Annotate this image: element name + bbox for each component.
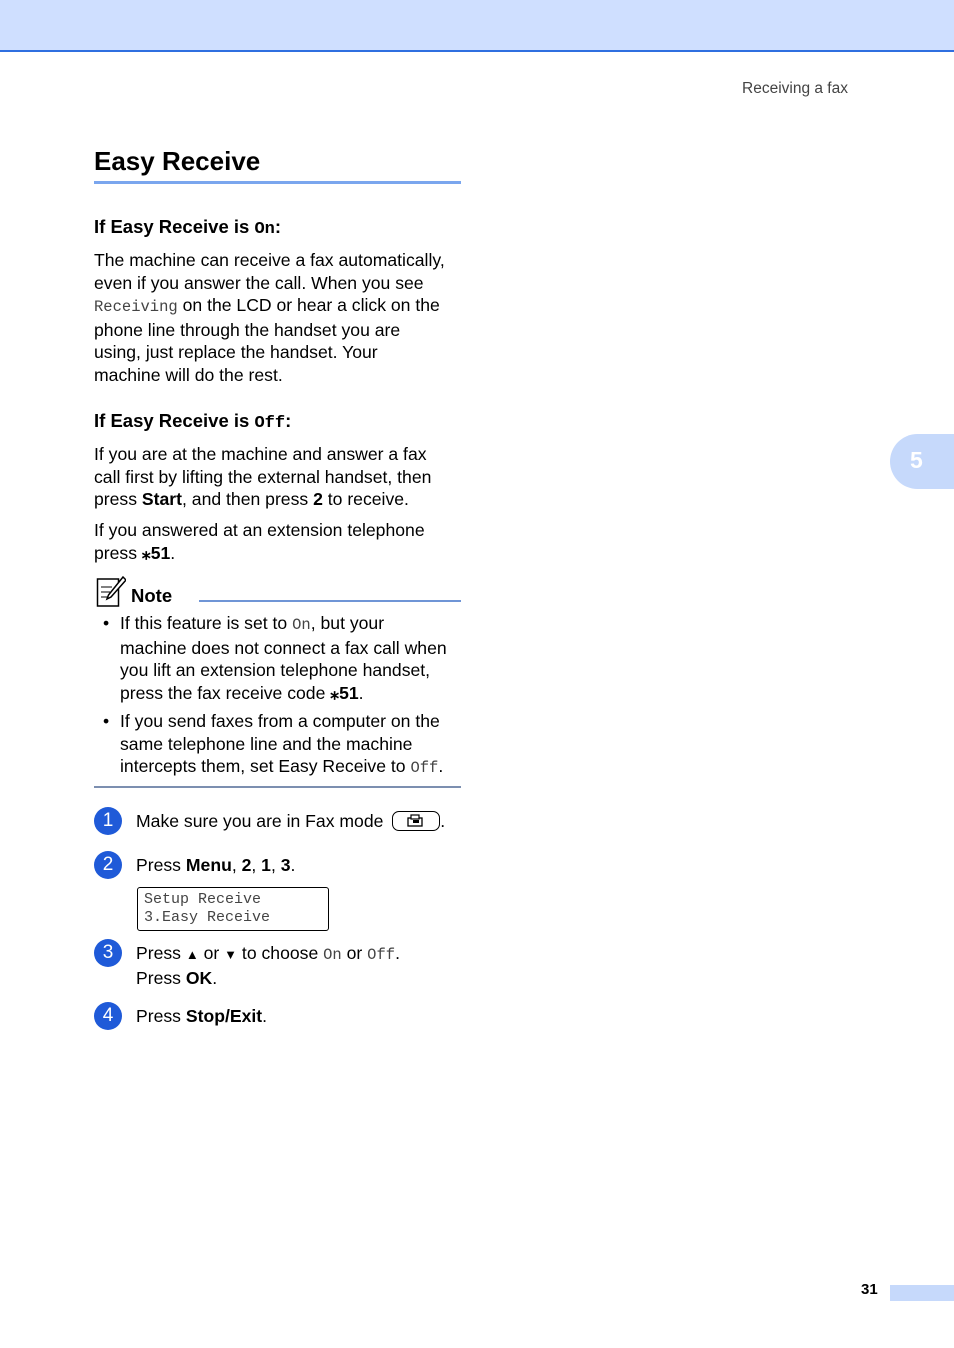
- text-line: .: [262, 1006, 268, 1026]
- text-line: .: [290, 855, 296, 875]
- heading-text: If Easy Receive is: [94, 410, 255, 431]
- down-arrow-icon: ▼: [224, 947, 238, 962]
- text-line: .: [358, 682, 364, 703]
- text-line: Make sure you are in Fax mode: [136, 811, 384, 831]
- text-line: machine will do the rest.: [94, 364, 283, 385]
- text-line: Press: [136, 967, 186, 988]
- text-line: press: [94, 542, 142, 563]
- text-line: If this feature is set to: [120, 613, 293, 633]
- setting-code: On: [323, 946, 342, 964]
- note-label: Note: [131, 585, 173, 606]
- setting-code: On: [292, 616, 311, 634]
- page-number-bar: [890, 1285, 954, 1301]
- receive-code: ⁎51: [330, 682, 359, 703]
- text-line: ,: [251, 855, 262, 875]
- ok-key: OK: [185, 967, 213, 988]
- step-text: [136, 854, 295, 877]
- step-number: 2: [94, 851, 122, 879]
- text-line: .: [212, 967, 218, 988]
- text-line: or: [341, 943, 368, 963]
- fax-mode-icon: [392, 811, 440, 831]
- text-line: ,: [270, 855, 281, 875]
- key-1: 1: [261, 855, 271, 875]
- step-number: 3: [94, 939, 122, 967]
- paragraph-off-1: [94, 443, 462, 511]
- header-band: [0, 0, 954, 52]
- lcd-line-2: 3.Easy Receive: [144, 909, 271, 926]
- setting-code: Off: [410, 759, 439, 777]
- text-line: intercepts them, set Easy Receive to: [120, 756, 411, 776]
- text-line: If you send faxes from a computer on the: [120, 711, 440, 731]
- text-line: , and then press: [182, 489, 314, 509]
- note-bullet-2: [103, 710, 462, 780]
- text-line: If you answered at an extension telephone: [94, 520, 425, 540]
- text-line: on the LCD or hear a click on the: [177, 295, 440, 315]
- heading-easy-receive-off: [94, 410, 291, 435]
- text-line: Press: [136, 943, 186, 963]
- text-line: .: [438, 756, 444, 776]
- heading-code: Off: [254, 414, 286, 433]
- text-line: call first by lifting the external handset, then: [94, 466, 432, 487]
- text-line: to receive.: [322, 489, 409, 509]
- start-key: Start: [141, 489, 183, 509]
- heading-text: If Easy Receive is: [94, 216, 255, 237]
- note-end-rule: [94, 786, 461, 788]
- bullet-dot: •: [103, 711, 110, 731]
- paragraph-off-2: [94, 519, 462, 564]
- key-2: 2: [241, 855, 252, 875]
- key-2: 2: [313, 489, 323, 509]
- text-line: The machine can receive a fax automatically,: [94, 250, 445, 270]
- page-number: 31: [861, 1281, 878, 1298]
- heading-code: On: [254, 220, 275, 239]
- key-3: 3: [280, 855, 291, 875]
- bullet-dot: •: [103, 613, 110, 633]
- stop-exit-key: Stop/Exit: [185, 1006, 263, 1026]
- text-line: If you are at the machine and answer a fax: [94, 444, 427, 464]
- text-line: Press: [136, 855, 186, 875]
- setting-code: Off: [367, 946, 396, 964]
- step-text: [136, 942, 400, 989]
- lcd-line-1: Setup Receive: [144, 891, 262, 908]
- note-pencil-icon: [96, 576, 126, 608]
- heading-easy-receive-on: [94, 216, 281, 241]
- lcd-message-code: Receiving: [94, 298, 178, 316]
- paragraph-on: [94, 249, 462, 386]
- text-line: using, just replace the handset. Your: [94, 342, 378, 362]
- step-number: 1: [94, 807, 122, 835]
- lcd-display: [137, 887, 329, 931]
- text-line: press the fax receive code: [120, 682, 331, 703]
- text-line: you lift an extension telephone handset,: [120, 660, 431, 680]
- step-number: 4: [94, 1002, 122, 1030]
- chapter-number: 5: [910, 447, 923, 473]
- text-line: phone line through the handset you are: [94, 319, 401, 340]
- text-line: even if you answer the call. When you see: [94, 272, 424, 293]
- note-bullet-1: [103, 612, 462, 704]
- text-line: .: [395, 943, 400, 963]
- text-line: ,: [231, 855, 242, 875]
- text-line: .: [440, 811, 446, 831]
- title-rule: [94, 181, 461, 184]
- text-line: machine does not connect a fax call when: [120, 637, 447, 658]
- step-text: [136, 1005, 267, 1028]
- menu-key: Menu: [185, 855, 232, 875]
- chapter-tab: [890, 434, 954, 489]
- text-line: press: [94, 489, 142, 509]
- heading-colon: :: [274, 216, 282, 237]
- text-line: or: [198, 943, 225, 963]
- text-line: same telephone line and the machine: [120, 733, 413, 754]
- running-head: Receiving a fax: [742, 80, 848, 97]
- text-line: to choose: [237, 943, 324, 963]
- receive-code: ⁎51: [141, 542, 171, 563]
- text-line: Press: [136, 1006, 186, 1026]
- heading-colon: :: [285, 410, 292, 431]
- step-text: [136, 810, 445, 833]
- text-line: .: [170, 542, 176, 563]
- up-arrow-icon: ▲: [185, 947, 199, 962]
- note-rule: [199, 600, 461, 602]
- page-title: Easy Receive: [94, 146, 261, 176]
- text-line: , but your: [310, 613, 385, 633]
